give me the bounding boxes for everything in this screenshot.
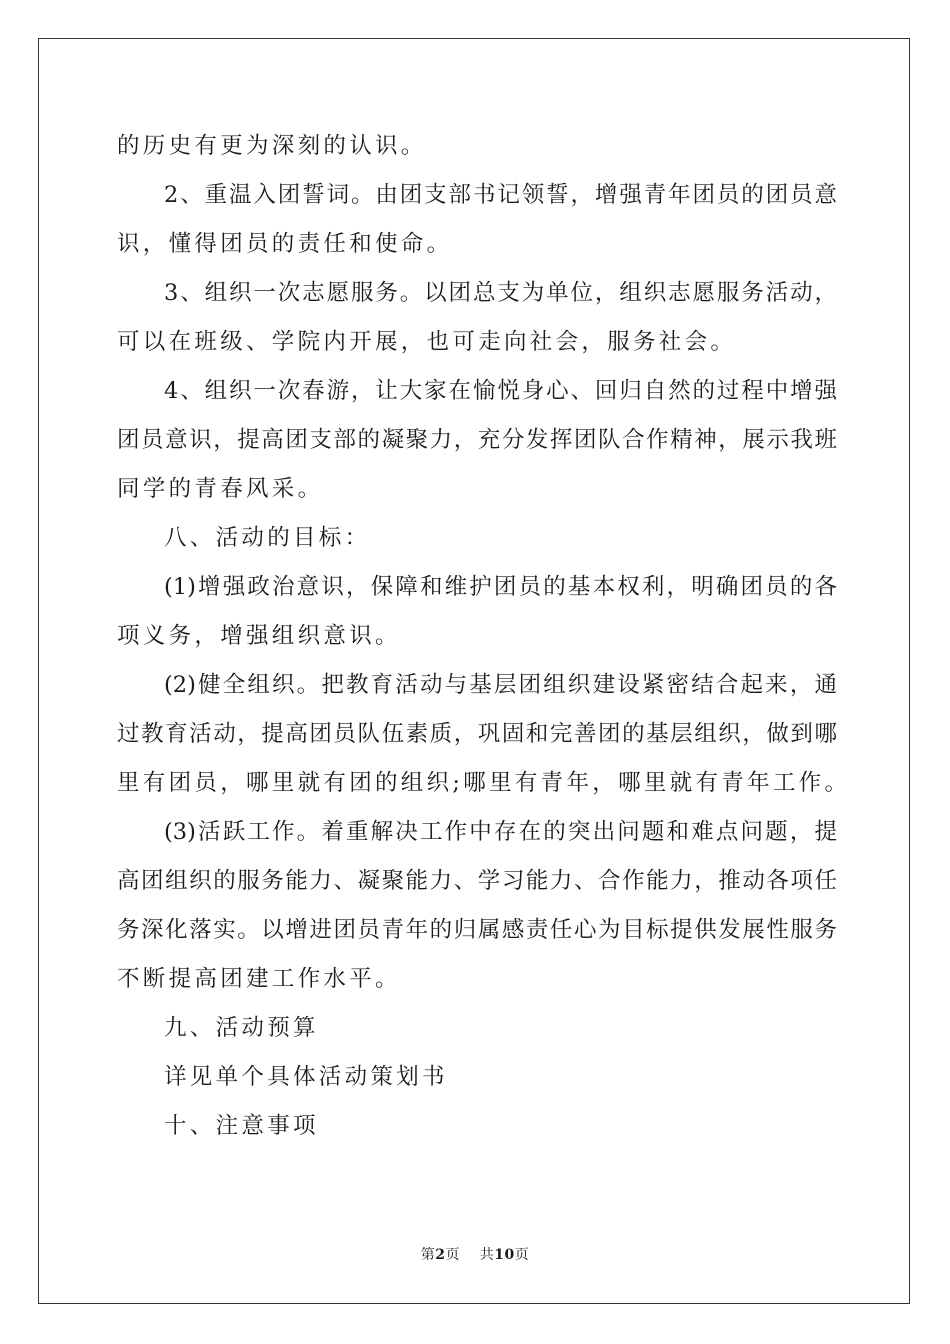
section-heading: 八、活动的目标： bbox=[164, 525, 371, 551]
text-line: 详见单个具体活动策划书 bbox=[164, 1064, 448, 1090]
text-line: (3)活跃工作。着重解决工作中存在的突出问题和难点问题，提 bbox=[164, 819, 837, 845]
footer-total-prefix: 共 bbox=[479, 1247, 495, 1263]
text-line: 的历史有更为深刻的认识。 bbox=[117, 133, 427, 159]
document-body bbox=[117, 122, 851, 1151]
text-line: 过教育活动，提高团员队伍素质，巩固和完善团的基层组织，做到哪 bbox=[117, 721, 837, 747]
text-line: 团员意识，提高团支部的凝聚力，充分发挥团队合作精神，展示我班 bbox=[117, 427, 837, 453]
text-line: 2、重温入团誓词。由团支部书记领誓，增强青年团员的团员意 bbox=[164, 182, 837, 208]
text-line: 同学的青春风采。 bbox=[117, 476, 324, 502]
text-line: 4、组织一次春游，让大家在愉悦身心、回归自然的过程中增强 bbox=[164, 378, 837, 404]
text-line: 不断提高团建工作水平。 bbox=[117, 966, 401, 992]
footer-page-suffix: 页 bbox=[445, 1247, 460, 1263]
text-line: 可以在班级、学院内开展，也可走向社会，服务社会。 bbox=[117, 329, 737, 355]
text-line: (2)健全组织。把教育活动与基层团组织建设紧密结合起来，通 bbox=[164, 672, 837, 698]
footer-prefix: 第 bbox=[420, 1247, 436, 1263]
footer-total-suffix: 页 bbox=[514, 1247, 530, 1263]
text-line: 高团组织的服务能力、凝聚能力、学习能力、合作能力，推动各项任 bbox=[117, 868, 837, 894]
text-line: 里有团员，哪里就有团的组织;哪里有青年，哪里就有青年工作。 bbox=[117, 770, 851, 796]
text-line: 3、组织一次志愿服务。以团总支为单位，组织志愿服务活动， bbox=[164, 280, 837, 306]
text-line: 务深化落实。以增进团员青年的归属感责任心为目标提供发展性服务 bbox=[117, 917, 837, 943]
section-heading: 九、活动预算 bbox=[164, 1015, 319, 1041]
page-footer bbox=[0, 1244, 950, 1264]
section-heading: 十、注意事项 bbox=[164, 1113, 319, 1139]
page-number: 2 bbox=[435, 1247, 446, 1263]
text-line: (1)增强政治意识，保障和维护团员的基本权利，明确团员的各 bbox=[164, 574, 837, 600]
total-pages: 10 bbox=[494, 1247, 515, 1263]
text-line: 项义务，增强组织意识。 bbox=[117, 623, 401, 649]
text-line: 识，懂得团员的责任和使命。 bbox=[117, 231, 453, 257]
